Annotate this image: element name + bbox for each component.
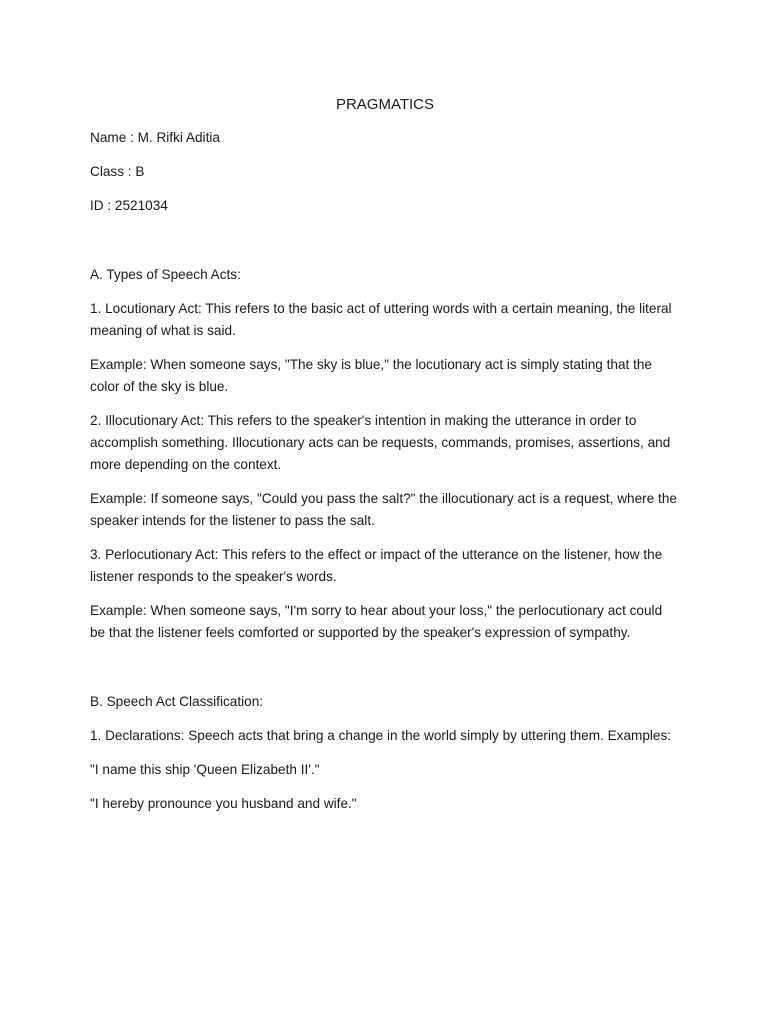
section-a-paragraph: 3. Perlocutionary Act: This refers to the effect or impact of the utterance on the listener, how the listener responds to the speaker's words. [90, 547, 663, 584]
section-b-paragraph: 1. Declarations: Speech acts that bring a change in the world simply by uttering them. Examples: [90, 728, 672, 743]
document-title: PRAGMATICS [335, 96, 435, 113]
section-b-heading: B. Speech Act Classification: [90, 694, 264, 709]
class-line: Class : B [90, 164, 145, 179]
name-line: Name : M. Rifki Aditia [90, 130, 220, 145]
section-a-paragraph: Example: When someone says, "The sky is blue," the locutionary act is simply stating that the color of the sky is blue. [90, 357, 652, 394]
section-b-paragraph: "I hereby pronounce you husband and wife." [90, 796, 357, 811]
section-b-paragraph: "I name this ship 'Queen Elizabeth II'." [90, 762, 320, 777]
spacer [90, 656, 680, 691]
section-a-paragraph: 1. Locutionary Act: This refers to the basic act of uttering words with a certain meaning, the literal meaning of what is said. [90, 301, 672, 338]
section-a-heading: A. Types of Speech Acts: [90, 267, 241, 282]
section-a-paragraph: Example: If someone says, "Could you pass the salt?" the illocutionary act is a request, where the speaker intends for the listener to pass the salt. [90, 491, 677, 528]
id-line: ID : 2521034 [90, 198, 168, 213]
document-body [90, 96, 680, 827]
section-a-paragraph: Example: When someone says, "I'm sorry to hear about your loss," the perlocutionary act could be that the listener feels comforted or supported by the speaker's expression of sympathy. [90, 603, 663, 640]
spacer [90, 229, 680, 264]
section-a-paragraph: 2. Illocutionary Act: This refers to the speaker's intention in making the utterance in order to accomplish something. Illocutionary acts can be requests, commands, promises, assertions, and more depending on the context. [90, 413, 671, 472]
